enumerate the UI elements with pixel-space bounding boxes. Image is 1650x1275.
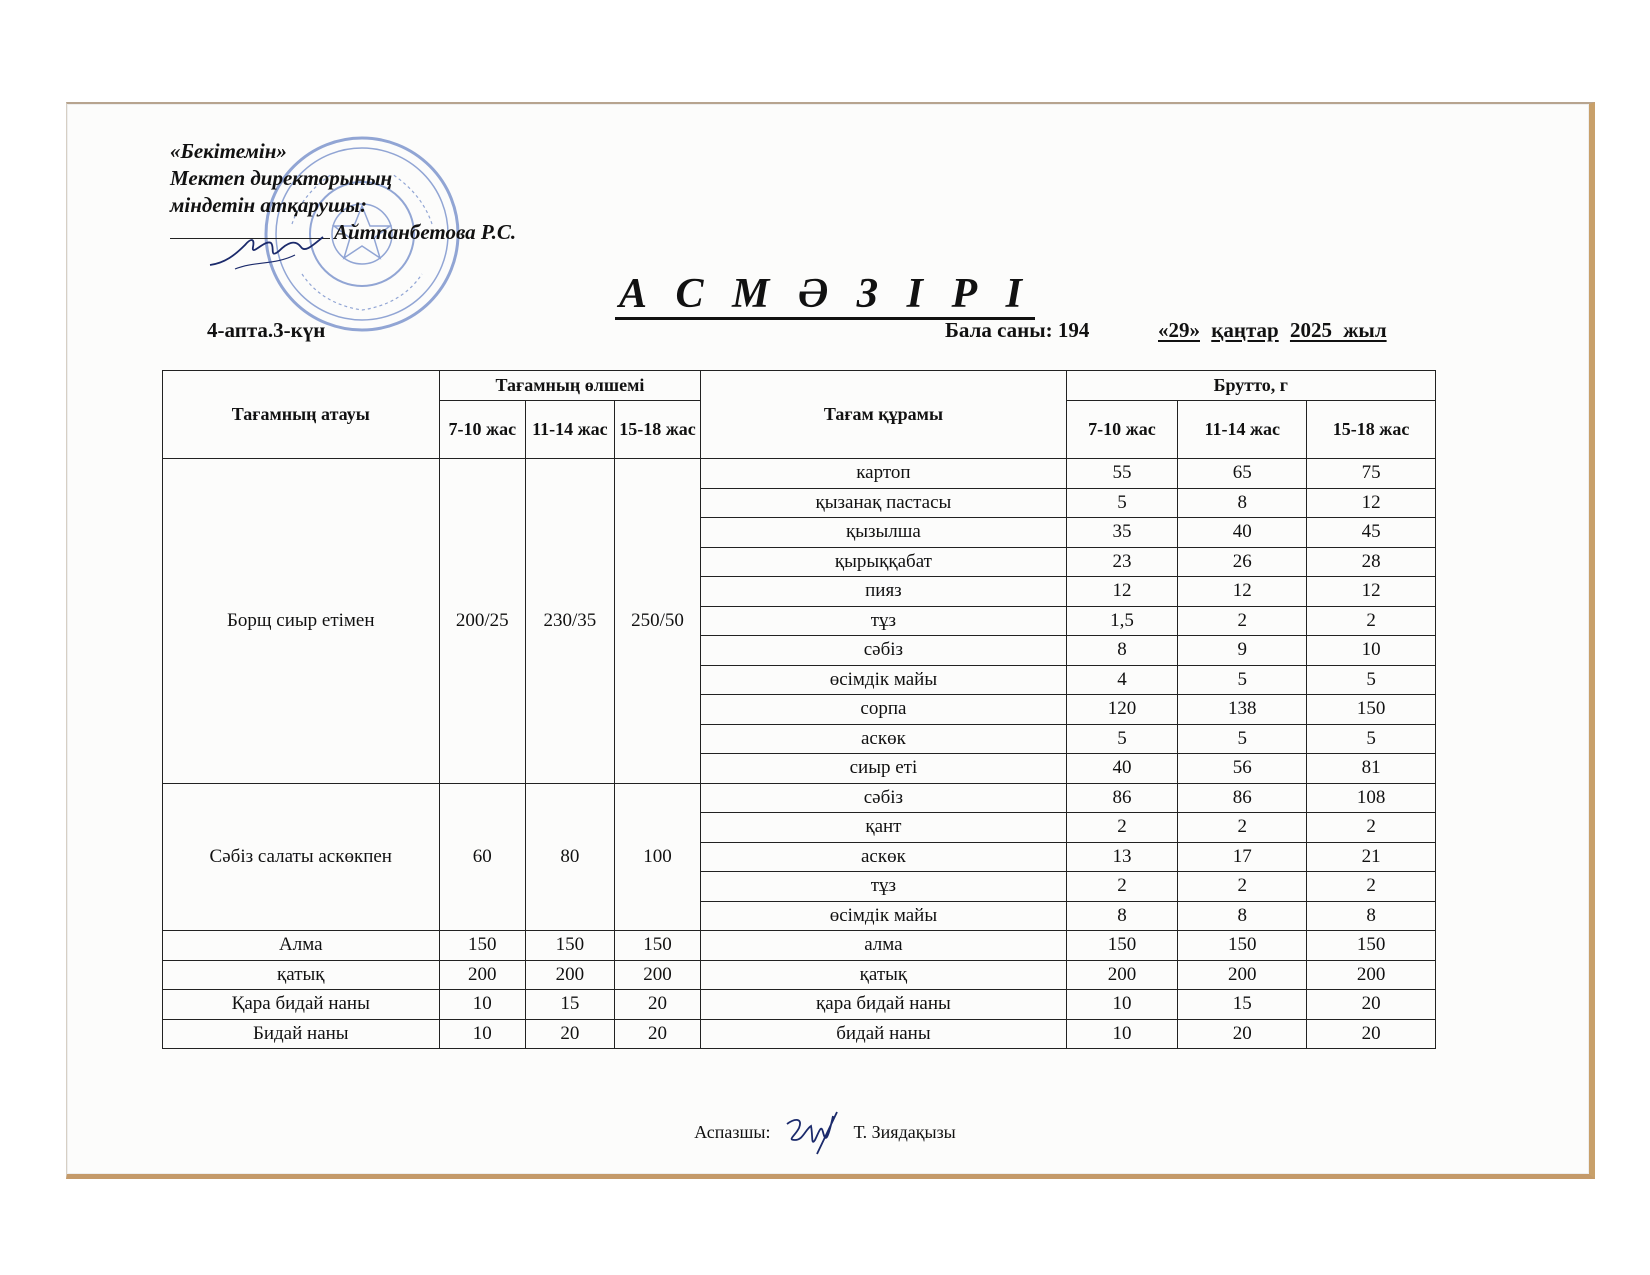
- menu-table-body: [163, 459, 1436, 1049]
- gross-cell: 81: [1307, 754, 1436, 784]
- gross-cell: 55: [1066, 459, 1178, 489]
- ingredient-cell: сәбіз: [701, 636, 1066, 666]
- ingredient-cell: тұз: [701, 872, 1066, 902]
- header-portion-age: 15-18 жас: [614, 401, 701, 459]
- header-composition: Тағам құрамы: [701, 371, 1066, 459]
- table-header-row-1: [163, 371, 1436, 401]
- portion-cell: 80: [526, 783, 615, 931]
- dish-name-cell: қатық: [163, 960, 440, 990]
- gross-cell: 13: [1066, 842, 1178, 872]
- date-year: 2025 жыл: [1289, 318, 1387, 342]
- ingredient-cell: өсімдік майы: [701, 901, 1066, 931]
- header-gross-age: 15-18 жас: [1307, 401, 1436, 459]
- gross-cell: 2: [1307, 606, 1436, 636]
- gross-cell: 5: [1066, 488, 1178, 518]
- ingredient-cell: қант: [701, 813, 1066, 843]
- gross-cell: 120: [1066, 695, 1178, 725]
- approval-line-3: міндетін атқарушы:: [170, 193, 367, 217]
- dish-name-cell: Қара бидай наны: [163, 990, 440, 1020]
- gross-cell: 75: [1307, 459, 1436, 489]
- date-month: қаңтар: [1211, 318, 1279, 342]
- gross-cell: 138: [1178, 695, 1307, 725]
- table-row: [163, 931, 1436, 961]
- gross-cell: 12: [1178, 577, 1307, 607]
- gross-cell: 200: [1178, 960, 1307, 990]
- ingredient-cell: аскөк: [701, 842, 1066, 872]
- portion-cell: 20: [526, 1019, 615, 1049]
- dish-name-cell: Алма: [163, 931, 440, 961]
- cook-label: Аспазшы:: [694, 1122, 771, 1143]
- portion-cell: 100: [614, 783, 701, 931]
- gross-cell: 12: [1307, 488, 1436, 518]
- ingredient-cell: картоп: [701, 459, 1066, 489]
- portion-cell: 200: [526, 960, 615, 990]
- cook-name: Т. Зиядақызы: [853, 1122, 956, 1143]
- gross-cell: 2: [1178, 813, 1307, 843]
- gross-cell: 200: [1307, 960, 1436, 990]
- gross-cell: 2: [1178, 872, 1307, 902]
- ingredient-cell: қатық: [701, 960, 1066, 990]
- gross-cell: 8: [1307, 901, 1436, 931]
- header-gross-age: 11-14 жас: [1178, 401, 1307, 459]
- gross-cell: 8: [1066, 901, 1178, 931]
- ingredient-cell: сорпа: [701, 695, 1066, 725]
- portion-cell: 200: [439, 960, 526, 990]
- table-row: [163, 960, 1436, 990]
- gross-cell: 2: [1066, 872, 1178, 902]
- ingredient-cell: пияз: [701, 577, 1066, 607]
- header-portion: Тағамның өлшемі: [439, 371, 701, 401]
- table-row: [163, 459, 1436, 489]
- header-portion-age: 7-10 жас: [439, 401, 526, 459]
- director-name: Айтпанбетова Р.С.: [334, 220, 517, 244]
- gross-cell: 10: [1066, 1019, 1178, 1049]
- dish-name-cell: Сәбіз салаты аскөкпен: [163, 783, 440, 931]
- menu-table: [162, 370, 1436, 1049]
- portion-cell: 150: [614, 931, 701, 961]
- ingredient-cell: сиыр еті: [701, 754, 1066, 784]
- gross-cell: 150: [1307, 695, 1436, 725]
- dish-name-cell: Борщ сиыр етімен: [163, 459, 440, 784]
- table-row: [163, 990, 1436, 1020]
- dish-name-cell: Бидай наны: [163, 1019, 440, 1049]
- gross-cell: 20: [1307, 990, 1436, 1020]
- gross-cell: 2: [1307, 872, 1436, 902]
- gross-cell: 12: [1066, 577, 1178, 607]
- gross-cell: 86: [1178, 783, 1307, 813]
- gross-cell: 21: [1307, 842, 1436, 872]
- portion-cell: 10: [439, 990, 526, 1020]
- table-row: [163, 783, 1436, 813]
- portion-cell: 230/35: [526, 459, 615, 784]
- header-portion-age: 11-14 жас: [526, 401, 615, 459]
- portion-cell: 150: [526, 931, 615, 961]
- portion-cell: 60: [439, 783, 526, 931]
- gross-cell: 5: [1178, 665, 1307, 695]
- gross-cell: 86: [1066, 783, 1178, 813]
- gross-cell: 17: [1178, 842, 1307, 872]
- gross-cell: 23: [1066, 547, 1178, 577]
- portion-cell: 200/25: [439, 459, 526, 784]
- gross-cell: 2: [1178, 606, 1307, 636]
- ingredient-cell: алма: [701, 931, 1066, 961]
- gross-cell: 9: [1178, 636, 1307, 666]
- gross-cell: 1,5: [1066, 606, 1178, 636]
- approval-line-1: «Бекітемін»: [170, 139, 287, 163]
- cook-signature-line: [0, 1110, 1650, 1158]
- gross-cell: 200: [1066, 960, 1178, 990]
- ingredient-cell: қызылша: [701, 518, 1066, 548]
- header-gross: Брутто, г: [1066, 371, 1435, 401]
- page-title: А С М Ә З І Р І: [0, 270, 1650, 318]
- gross-cell: 10: [1307, 636, 1436, 666]
- gross-cell: 40: [1066, 754, 1178, 784]
- gross-cell: 40: [1178, 518, 1307, 548]
- portion-cell: 150: [439, 931, 526, 961]
- ingredient-cell: қара бидай наны: [701, 990, 1066, 1020]
- gross-cell: 20: [1178, 1019, 1307, 1049]
- gross-cell: 8: [1066, 636, 1178, 666]
- ingredient-cell: өсімдік майы: [701, 665, 1066, 695]
- cook-signature: [781, 1110, 843, 1158]
- gross-cell: 45: [1307, 518, 1436, 548]
- ingredient-cell: бидай наны: [701, 1019, 1066, 1049]
- gross-cell: 4: [1066, 665, 1178, 695]
- ingredient-cell: қызанақ пастасы: [701, 488, 1066, 518]
- table-row: [163, 1019, 1436, 1049]
- gross-cell: 150: [1066, 931, 1178, 961]
- gross-cell: 5: [1178, 724, 1307, 754]
- children-count: Бала саны: 194: [945, 318, 1090, 342]
- gross-cell: 12: [1307, 577, 1436, 607]
- gross-cell: 65: [1178, 459, 1307, 489]
- gross-cell: 5: [1066, 724, 1178, 754]
- gross-cell: 56: [1178, 754, 1307, 784]
- ingredient-cell: қырыққабат: [701, 547, 1066, 577]
- week-day-label: 4-апта.3-күн: [207, 318, 326, 342]
- gross-cell: 5: [1307, 724, 1436, 754]
- gross-cell: 2: [1066, 813, 1178, 843]
- date-label: [1158, 318, 1387, 343]
- portion-cell: 10: [439, 1019, 526, 1049]
- portion-cell: 20: [614, 1019, 701, 1049]
- gross-cell: 26: [1178, 547, 1307, 577]
- gross-cell: 35: [1066, 518, 1178, 548]
- gross-cell: 2: [1307, 813, 1436, 843]
- gross-cell: 15: [1178, 990, 1307, 1020]
- gross-cell: 10: [1066, 990, 1178, 1020]
- gross-cell: 108: [1307, 783, 1436, 813]
- portion-cell: 15: [526, 990, 615, 1020]
- ingredient-cell: сәбіз: [701, 783, 1066, 813]
- header-dish-name: Тағамның атауы: [163, 371, 440, 459]
- gross-cell: 5: [1307, 665, 1436, 695]
- date-day: «29»: [1158, 318, 1200, 342]
- gross-cell: 8: [1178, 488, 1307, 518]
- portion-cell: 20: [614, 990, 701, 1020]
- portion-cell: 250/50: [614, 459, 701, 784]
- ingredient-cell: аскөк: [701, 724, 1066, 754]
- approval-line-2: Мектеп директорының: [170, 166, 393, 190]
- director-signature: [205, 225, 330, 275]
- gross-cell: 8: [1178, 901, 1307, 931]
- gross-cell: 150: [1307, 931, 1436, 961]
- gross-cell: 28: [1307, 547, 1436, 577]
- gross-cell: 20: [1307, 1019, 1436, 1049]
- ingredient-cell: тұз: [701, 606, 1066, 636]
- header-gross-age: 7-10 жас: [1066, 401, 1178, 459]
- portion-cell: 200: [614, 960, 701, 990]
- gross-cell: 150: [1178, 931, 1307, 961]
